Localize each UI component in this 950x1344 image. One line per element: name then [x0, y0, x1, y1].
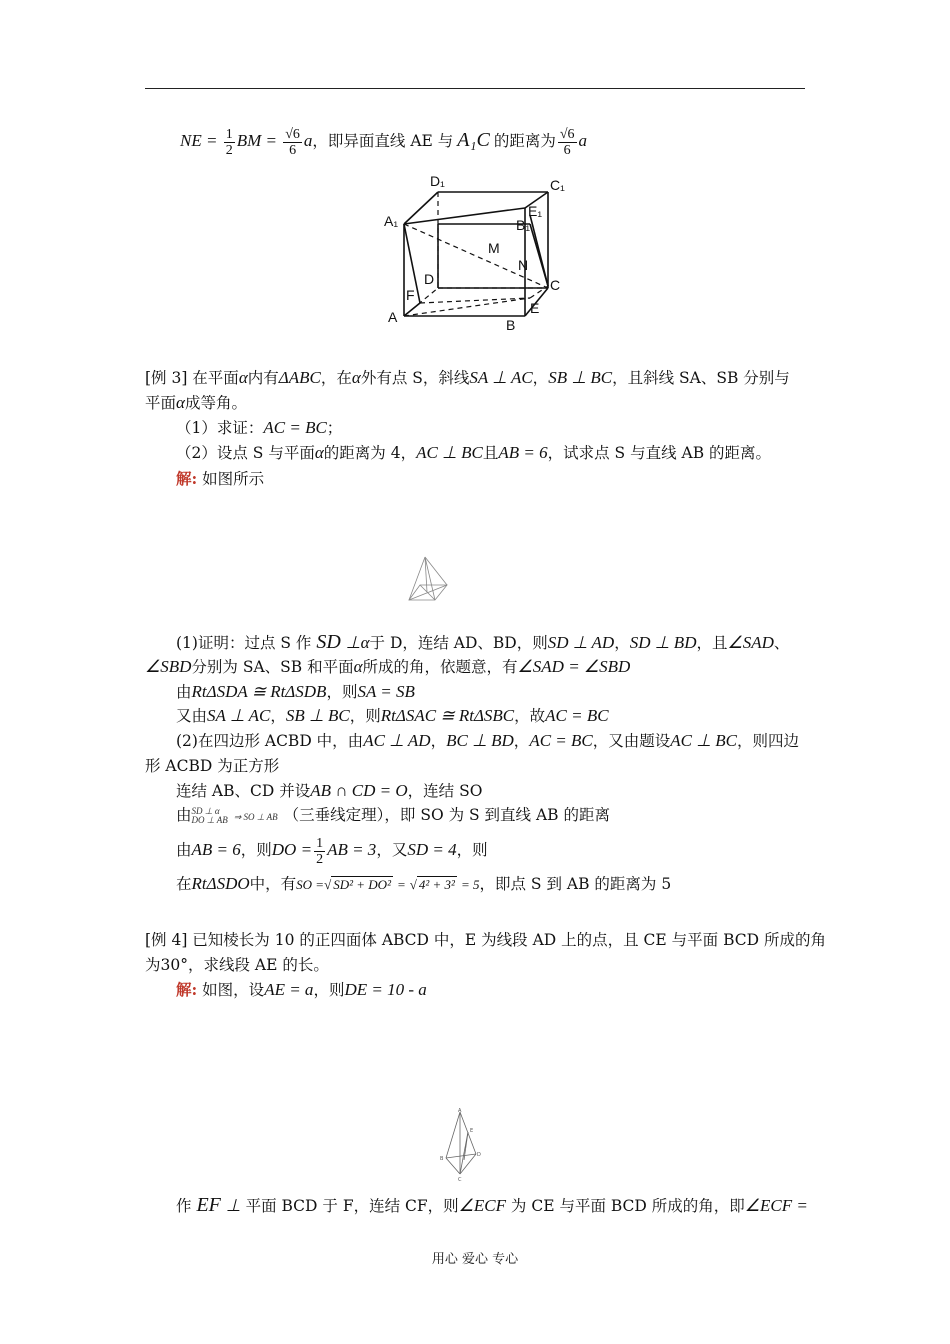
label-e: E — [530, 300, 540, 316]
label-a: A — [388, 309, 398, 325]
t: (2)在四边形 ACBD 中，由 — [176, 732, 364, 750]
ex3-line1 — [145, 368, 790, 388]
var-a: a — [578, 131, 588, 150]
m: SD = 4 — [407, 840, 457, 859]
alpha: α — [238, 368, 248, 387]
var-a: a — [303, 131, 313, 150]
fraction-half — [224, 127, 235, 158]
ne-lhs: NE = — [180, 131, 222, 150]
t: ，试求点 S 与直线 AB 的距离。 — [547, 444, 772, 462]
m: EF — [196, 1194, 221, 1216]
m: AB = 3 — [327, 840, 377, 859]
m: AE = a — [264, 980, 314, 999]
m: DO ⊥ AB — [191, 815, 228, 825]
label-c1: C₁ — [550, 177, 565, 193]
m: AB ∩ CD = O — [310, 781, 408, 800]
m: AC = BC — [263, 418, 327, 437]
t: 由 — [176, 841, 192, 859]
m: ∠ECF — [458, 1196, 506, 1215]
t: 外有点 S，斜线 — [360, 369, 470, 387]
ne-line — [180, 125, 588, 158]
m: ∠SAD — [727, 633, 774, 652]
t: ，则 — [313, 981, 345, 999]
t: 为30°，求线段 AE 的长。 — [145, 956, 329, 974]
t: 分别为 SA、SB 和平面 — [191, 658, 354, 676]
m: AB = 6 — [498, 443, 548, 462]
m: RtΔSDA ≅ RtΔSDB — [191, 682, 327, 701]
frac-num: √6 — [285, 126, 300, 142]
t: [例 4] 已知棱长为 10 的正四面体 ABCD 中，E 为线段 AD 上的点，且 CE 与平面 BCD 所成的角 — [145, 931, 826, 949]
sol3-p1 — [176, 632, 789, 654]
t: 的距离为 4， — [323, 444, 417, 462]
perp: ⊥ — [225, 1196, 241, 1215]
frac-den: 2 — [316, 851, 324, 867]
m: 4² + 3² — [418, 877, 455, 892]
sol3-p7 — [176, 781, 482, 801]
sol3-p5 — [176, 731, 799, 751]
m: SD ⊥ α — [191, 806, 220, 816]
ex3-q2 — [176, 443, 771, 463]
label-e1: E₁ — [528, 203, 543, 219]
frac-den: 6 — [563, 142, 571, 158]
t: 于 D，连结 AD、BD，则 — [369, 634, 548, 652]
t: ，则 — [326, 683, 358, 701]
t: 成等角。 — [184, 394, 247, 412]
cube-figure — [380, 168, 580, 338]
ex3-line2 — [145, 393, 247, 413]
t: ，即点 S 到 AB 的距离为 5 — [479, 875, 672, 893]
m: = 5 — [460, 877, 480, 892]
triangle-abc: ΔABC — [278, 368, 321, 387]
t: 形 ACBD 为正方形 — [145, 757, 280, 775]
t: 如图所示 — [202, 470, 265, 488]
svg-text:A: A — [458, 1108, 462, 1114]
m: SO = — [296, 877, 325, 892]
label-f: F — [406, 287, 415, 303]
label-a1: A₁ — [384, 213, 399, 229]
t: ，又 — [376, 841, 408, 859]
sol3-p2 — [145, 657, 630, 677]
jie-label: 解: — [176, 980, 198, 999]
t: ，且 — [696, 634, 728, 652]
t: ， — [270, 707, 286, 725]
jie-label: 解: — [176, 469, 198, 488]
m: RtΔSDO — [191, 874, 250, 893]
fraction-root6-b — [558, 127, 577, 158]
t: 内有 — [247, 369, 279, 387]
page-footer: 用心 爱心 专心 — [431, 1252, 519, 1267]
label-d1: D₁ — [430, 173, 445, 189]
m: ∠SBD — [145, 657, 192, 676]
ex4-line1 — [145, 930, 826, 950]
label-c: C — [550, 277, 561, 293]
m: SA = SB — [357, 682, 415, 701]
sol3-p9 — [176, 835, 488, 865]
m: AC = BC — [529, 731, 593, 750]
t: ， — [532, 369, 549, 387]
t: ， — [513, 732, 530, 750]
sol3-p10: 在RtΔSDO中，有SO =√ SD² + DO² = √ 4² + 3² = 5，即点 S 到 AB 的距离为 5 — [176, 874, 672, 893]
sol3-p4 — [176, 706, 609, 726]
m: SB ⊥ BC — [548, 368, 613, 387]
label-d: D — [424, 271, 435, 287]
t: 为 CE 与平面 BCD 所成的角，即 — [510, 1197, 745, 1215]
alpha: α — [360, 633, 370, 652]
alpha: α — [351, 368, 361, 387]
m: ∠SAD = ∠SBD — [517, 657, 631, 676]
label-b: B — [506, 317, 516, 333]
sol3-p8 — [176, 805, 610, 827]
pyramid-figure-small — [405, 555, 450, 605]
fraction-root6 — [283, 127, 302, 158]
m: DE = 10 - a — [344, 980, 427, 999]
t: ，连结 SO — [407, 782, 483, 800]
frac-num: √6 — [559, 126, 575, 142]
t: ， — [614, 634, 630, 652]
a1c: A₁C — [457, 129, 490, 151]
m: SD — [316, 631, 341, 653]
m: SD² + DO² — [333, 877, 391, 892]
t: 平面 — [145, 394, 177, 412]
frac-num: 1 — [316, 835, 324, 851]
t: ，则四边 — [737, 732, 800, 750]
t: （三垂线定理），即 SO 为 S 到直线 AB 的距离 — [283, 806, 610, 824]
fraction-half-2 — [314, 836, 325, 867]
m: AC ⊥ AD — [363, 731, 431, 750]
m: SD ⊥ BD — [629, 633, 697, 652]
m: DO = — [271, 840, 313, 859]
svg-text:E: E — [470, 1128, 474, 1134]
m: ⇒ SO ⊥ AB — [233, 812, 278, 822]
svg-text:D: D — [477, 1152, 481, 1158]
bm: BM = — [236, 131, 282, 150]
m: AC ⊥ BC — [670, 731, 738, 750]
t: 且 — [482, 444, 499, 462]
svg-text:C: C — [458, 1177, 462, 1183]
ex4-jie — [176, 980, 427, 1000]
alpha: α — [353, 657, 363, 676]
m: BC ⊥ BD — [446, 731, 514, 750]
t: 由 — [176, 806, 192, 824]
m: AC = BC — [545, 706, 609, 725]
label-n: N — [518, 257, 529, 273]
ex4-last — [176, 1193, 808, 1217]
m: ∠ECF = — [744, 1196, 808, 1215]
t: 平面 BCD 于 F，连结 CF，则 — [245, 1197, 459, 1215]
t: （1）求证： — [176, 419, 264, 437]
sol3-p6 — [145, 756, 279, 776]
header-rule — [145, 88, 805, 89]
m: SA ⊥ AC — [469, 368, 533, 387]
t: ，且斜线 SA、SB 分别与 — [612, 369, 790, 387]
ex3-q1 — [176, 418, 342, 438]
t: (1)证明：过点 S 作 — [176, 634, 312, 652]
label-m: M — [488, 240, 500, 256]
t: 所成的角，依题意，有 — [362, 658, 518, 676]
frac-den: 2 — [225, 142, 233, 158]
perp: ⊥ — [345, 633, 361, 652]
t: ，则 — [456, 841, 488, 859]
t: 、 — [773, 634, 790, 652]
frac-den: 6 — [289, 142, 297, 158]
t: ，则 — [240, 841, 272, 859]
alpha: α — [314, 443, 324, 462]
t: [例 3] 在平面 — [145, 369, 239, 387]
m: SD ⊥ AD — [547, 633, 615, 652]
t: 又由 — [176, 707, 208, 725]
ex4-line2 — [145, 955, 329, 975]
tetrahedron-figure-small — [440, 1108, 485, 1183]
t: 由 — [176, 683, 192, 701]
t: 如图，设 — [202, 981, 265, 999]
label-b1: B₁ — [516, 217, 531, 233]
ne-text: ，即异面直线 AE 与 — [312, 132, 454, 150]
t: 作 — [176, 1197, 192, 1215]
t: ，则 — [349, 707, 381, 725]
m: AC ⊥ BC — [416, 443, 483, 462]
m: AB = 6 — [191, 840, 241, 859]
ne-text2: 的距离为 — [493, 132, 556, 150]
sol3-p3 — [176, 682, 415, 702]
t: ， — [430, 732, 447, 750]
alpha: α — [176, 393, 185, 412]
svg-text:B: B — [440, 1156, 444, 1162]
ex3-jie — [176, 469, 264, 489]
t: ； — [326, 419, 343, 437]
frac-num: 1 — [225, 126, 233, 142]
t: ，在 — [320, 369, 352, 387]
t: ，故 — [514, 707, 546, 725]
t: 在 — [176, 875, 192, 893]
t: 连结 AB、CD 并设 — [176, 782, 311, 800]
m: SA ⊥ AC — [207, 706, 271, 725]
t: （2）设点 S 与平面 — [176, 444, 315, 462]
m: SB ⊥ BC — [285, 706, 350, 725]
m: RtΔSAC ≅ RtΔSBC — [380, 706, 515, 725]
t: ，又由题设 — [592, 732, 671, 750]
m: = — [396, 877, 406, 892]
t: 中，有 — [249, 875, 297, 893]
